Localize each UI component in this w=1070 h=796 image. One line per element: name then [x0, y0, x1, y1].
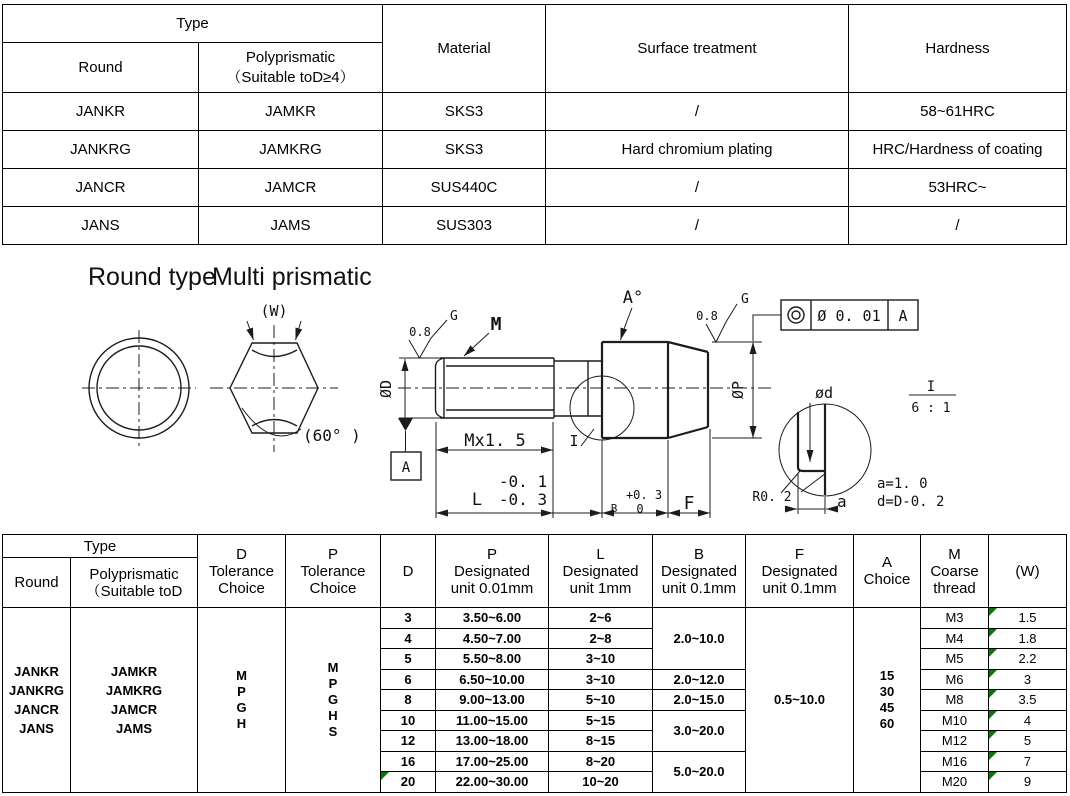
cell: M10 — [921, 710, 989, 731]
cell: M20 — [921, 772, 989, 793]
title-multi-prismatic: Multi prismatic — [212, 263, 372, 291]
round-end-view — [82, 330, 196, 448]
detail-view — [752, 379, 956, 514]
header-polyprismatic: Polyprismatic （Suitable toD≥4） — [199, 43, 383, 93]
cell: / — [849, 207, 1067, 245]
main-side-view — [377, 288, 918, 518]
radius-label: R0. 2 — [752, 490, 792, 505]
cell: M6 — [921, 669, 989, 690]
dia-d-label: ØD — [377, 379, 395, 399]
table-row — [3, 169, 1067, 207]
cell: M12 — [921, 731, 989, 752]
header-hardness: Hardness — [849, 5, 1067, 93]
header-l: L Designated unit 1mm — [549, 535, 653, 608]
cell: M5 — [921, 649, 989, 670]
cell: 4 — [989, 710, 1067, 731]
f-label: F — [683, 493, 695, 514]
material-table — [2, 4, 1067, 245]
concentricity-icon — [788, 307, 804, 323]
header-m-thread: M Coarse thread — [921, 535, 989, 608]
cell: 5.0~20.0 — [653, 751, 746, 792]
note-a: a=1. 0 — [877, 476, 928, 492]
length-tolerance-upper: -0. 1 — [498, 472, 548, 491]
dia-p-label: ØP — [729, 380, 747, 400]
cell: 4.50~7.00 — [436, 628, 549, 649]
cell: 3.0~20.0 — [653, 710, 746, 751]
thread-callout: M — [490, 314, 502, 335]
table-row — [3, 207, 1067, 245]
a-choices: 15 30 45 60 — [854, 608, 921, 793]
cell: JAMCR — [199, 169, 383, 207]
cell: 7 — [989, 751, 1067, 772]
dimension-table — [2, 534, 1067, 793]
error-marker — [989, 711, 997, 719]
cell: 13.00~18.00 — [436, 731, 549, 752]
table-row — [3, 93, 1067, 131]
p-tolerance-choices: M P G H S — [286, 608, 381, 793]
error-marker — [989, 731, 997, 739]
header-d: D — [381, 535, 436, 608]
b-tolerance-lower: 0 — [636, 502, 644, 516]
header-f: F Designated unit 0.1mm — [746, 535, 854, 608]
prismatic-end-view — [210, 302, 361, 452]
a-dim-label: a — [837, 492, 847, 511]
tolerance-frame — [753, 300, 918, 341]
cell: 8~20 — [549, 751, 653, 772]
error-marker — [989, 670, 997, 678]
cell: SKS3 — [383, 131, 546, 169]
cell: 10 — [381, 710, 436, 731]
angle-60-label: (60° ) — [303, 426, 361, 445]
cell: 17.00~25.00 — [436, 751, 549, 772]
header-surface-treatment: Surface treatment — [546, 5, 849, 93]
cell: / — [546, 169, 849, 207]
drawing-title — [88, 263, 372, 291]
cell: JAMKRG — [199, 131, 383, 169]
header-type: Type — [3, 535, 198, 558]
cell: 22.00~30.00 — [436, 772, 549, 793]
cell: M16 — [921, 751, 989, 772]
angle-a-label: A° — [622, 288, 644, 308]
table-row — [3, 131, 1067, 169]
roughness-value: 0.8 — [696, 309, 718, 323]
header-material: Material — [383, 5, 546, 93]
error-marker — [989, 649, 997, 657]
cell: 16 — [381, 751, 436, 772]
error-marker — [989, 772, 997, 780]
dia-d-dimension — [377, 358, 440, 480]
header-round: Round — [3, 558, 71, 608]
thread-dimension: Mx1. 5 — [464, 431, 526, 451]
cell: 58~61HRC — [849, 93, 1067, 131]
cell: 5~10 — [549, 690, 653, 711]
cell: 3~10 — [549, 669, 653, 690]
cell: 1.5 — [989, 608, 1067, 629]
cell: JANS — [3, 207, 199, 245]
cell: 2.0~12.0 — [653, 669, 746, 690]
cell: 11.00~15.00 — [436, 710, 549, 731]
cell: Hard chromium plating — [546, 131, 849, 169]
cell: 12 — [381, 731, 436, 752]
detail-scale-ref: I — [926, 379, 936, 395]
length-tolerance-lower: -0. 3 — [498, 490, 548, 509]
cell: M3 — [921, 608, 989, 629]
roughness-symbol-left — [409, 309, 458, 358]
header-d-tolerance: D Tolerance Choice — [198, 535, 286, 608]
cell: 8 — [381, 690, 436, 711]
cell: 53HRC~ — [849, 169, 1067, 207]
technical-drawing — [0, 244, 1070, 534]
cell: 3 — [989, 669, 1067, 690]
detail-ref-label: I — [569, 432, 579, 450]
b-tolerance-upper: +0. 3 — [625, 488, 663, 502]
cell: 6 — [381, 669, 436, 690]
detail-scale: 6 : 1 — [911, 401, 951, 416]
tolerance-datum: A — [898, 307, 908, 325]
width-w-label: (W) — [260, 302, 288, 320]
cell: 2.0~10.0 — [653, 608, 746, 670]
cell: 5~15 — [549, 710, 653, 731]
cell: 9.00~13.00 — [436, 690, 549, 711]
cell: JAMKR — [199, 93, 383, 131]
header-w: (W) — [989, 535, 1067, 608]
cell: 5 — [381, 649, 436, 670]
header-b: B Designated unit 0.1mm — [653, 535, 746, 608]
detail-dia-label: ød — [814, 384, 834, 402]
cell: 5.50~8.00 — [436, 649, 549, 670]
cell: M4 — [921, 628, 989, 649]
cell: SUS440C — [383, 169, 546, 207]
cell: 8~15 — [549, 731, 653, 752]
cell: JANCR — [3, 169, 199, 207]
cell: 3.50~6.00 — [436, 608, 549, 629]
error-marker — [381, 772, 389, 780]
cell: 3~10 — [549, 649, 653, 670]
cell: 3.5 — [989, 690, 1067, 711]
cell: JANKRG — [3, 131, 199, 169]
table-row — [3, 608, 1067, 629]
cell: 2~8 — [549, 628, 653, 649]
cell: SUS303 — [383, 207, 546, 245]
header-polyprismatic: Polyprismatic （Suitable toD — [71, 558, 198, 608]
cell: 4 — [381, 628, 436, 649]
roughness-grade: G — [450, 309, 458, 324]
cell: 3 — [381, 608, 436, 629]
datum-letter: A — [401, 460, 411, 476]
header-round: Round — [3, 43, 199, 93]
cell: 9 — [989, 772, 1067, 793]
round-models: JANKR JANKRG JANCR JANS — [3, 608, 71, 793]
roughness-grade: G — [741, 292, 749, 307]
cell: 2.0~15.0 — [653, 690, 746, 711]
cell: HRC/Hardness of coating — [849, 131, 1067, 169]
cell: 1.8 — [989, 628, 1067, 649]
cell: SKS3 — [383, 93, 546, 131]
poly-models: JAMKR JAMKRG JAMCR JAMS — [71, 608, 198, 793]
cell: 2.2 — [989, 649, 1067, 670]
header-p: P Designated unit 0.01mm — [436, 535, 549, 608]
datum-triangle — [398, 418, 413, 431]
cell: 6.50~10.00 — [436, 669, 549, 690]
note-d: d=D-0. 2 — [877, 494, 945, 510]
error-marker — [989, 690, 997, 698]
roughness-symbol-right — [696, 292, 749, 342]
error-marker — [989, 608, 997, 616]
error-marker — [989, 629, 997, 637]
d-tolerance-choices: M P G H — [198, 608, 286, 793]
cell: 10~20 — [549, 772, 653, 793]
cell: JAMS — [199, 207, 383, 245]
header-type: Type — [3, 5, 383, 43]
f-range: 0.5~10.0 — [746, 608, 854, 793]
header-p-tolerance: P Tolerance Choice — [286, 535, 381, 608]
cell: JANKR — [3, 93, 199, 131]
tolerance-value: Ø 0. 01 — [817, 307, 881, 325]
cell: 20 — [381, 772, 436, 793]
b-label: B — [610, 502, 618, 515]
length-label: L — [471, 490, 483, 510]
roughness-value: 0.8 — [409, 325, 431, 339]
cell: M8 — [921, 690, 989, 711]
header-a-choice: A Choice — [854, 535, 921, 608]
cell: / — [546, 93, 849, 131]
cell: / — [546, 207, 849, 245]
error-marker — [989, 752, 997, 760]
title-round-type: Round type — [88, 263, 216, 291]
cell: 2~6 — [549, 608, 653, 629]
cell: 5 — [989, 731, 1067, 752]
